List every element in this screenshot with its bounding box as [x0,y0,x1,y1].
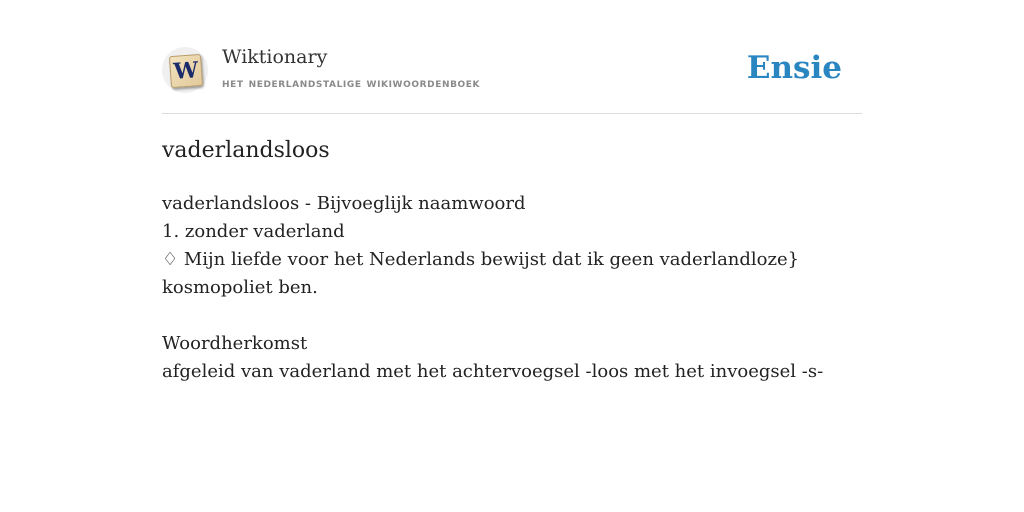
definition-header-line: vaderlandsloos - Bijvoeglijk naamwoord [162,193,526,214]
etymology-heading: Woordherkomst [162,333,308,354]
page-container [162,0,862,382]
ensie-brand-logo[interactable]: Ensie [746,50,842,86]
example-line: ♢ Mijn liefde voor het Nederlands bewijst dat ik geen vaderlandloze} [162,249,800,270]
header [162,0,862,114]
definition-line: 1. zonder vaderland [162,221,345,242]
wiktionary-logo-icon: W [169,54,203,88]
page-title: vaderlandsloos [162,138,330,163]
article-content [162,190,862,386]
example-line-continued: kosmopoliet ben. [162,277,318,298]
etymology-text: afgeleid van vaderland met het achtervoegsel -loos met het invoegsel -s- [162,361,824,382]
site-title[interactable]: Wiktionary [222,46,328,68]
spacer [162,302,862,330]
site-subtitle: het nederlandstalige wikiwoordenboek [222,75,481,90]
wiktionary-logo[interactable] [162,47,208,93]
